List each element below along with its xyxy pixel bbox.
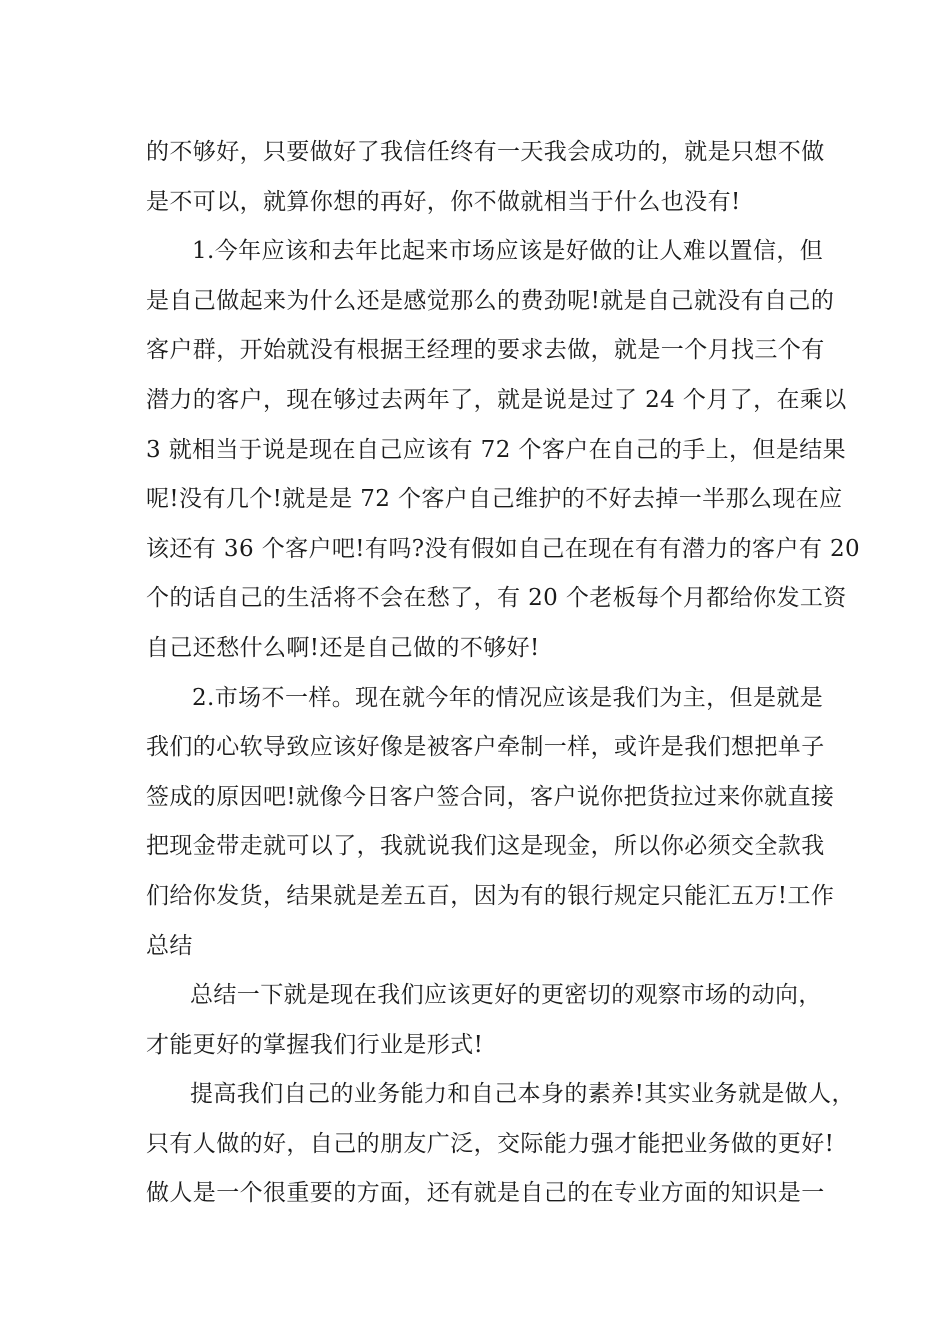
text-line: 只有人做的好，自己的朋友广泛，交际能力强才能把业务做的更好! — [146, 1130, 835, 1157]
text-line: 们给你发货，结果就是差五百，因为有的银行规定只能汇五万!工作 — [146, 882, 835, 909]
text-line: 提高我们自己的业务能力和自己本身的素养!其实业务就是做人， — [190, 1081, 855, 1108]
text-line: 客户群，开始就没有根据王经理的要求去做，就是一个月找三个有 — [146, 337, 825, 364]
text-line: 总结一下就是现在我们应该更好的更密切的观察市场的动向， — [190, 982, 822, 1009]
body-text — [146, 128, 861, 1219]
text-line: 自己还愁什么啊!还是自己做的不够好! — [146, 634, 540, 661]
text-line: 做人是一个很重要的方面，还有就是自己的在专业方面的知识是一 — [146, 1180, 825, 1207]
text-line: 该还有 36 个客户吧!有吗?没有假如自己在现在有有潜力的客户有 20 — [146, 535, 861, 562]
text-line: 总结 — [146, 932, 193, 959]
text-line: 是不可以，就算你想的再好，你不做就相当于什么也没有! — [146, 188, 741, 215]
text-line: 的不够好，只要做好了我信任终有一天我会成功的，就是只想不做 — [146, 139, 825, 165]
text-line: 呢!没有几个!就是是 72 个客户自己维护的不好去掉一半那么现在应 — [146, 486, 843, 513]
text-line: 我们的心软导致应该好像是被客户牵制一样，或许是我们想把单子 — [146, 734, 825, 761]
text-line: 1.今年应该和去年比起来市场应该是好做的让人难以置信，但 — [192, 238, 824, 265]
text-line: 签成的原因吧!就像今日客户签合同，客户说你把货拉过来你就直接 — [146, 783, 835, 810]
text-line: 把现金带走就可以了，我就说我们这是现金，所以你必须交全款我 — [146, 833, 825, 860]
text-line: 是自己做起来为什么还是感觉那么的费劲呢!就是自己就没有自己的 — [146, 287, 835, 314]
text-line: 才能更好的掌握我们行业是形式! — [146, 1031, 484, 1058]
text-line: 2.市场不一样。现在就今年的情况应该是我们为主，但是就是 — [192, 684, 824, 711]
text-line: 潜力的客户，现在够过去两年了，就是说是过了 24 个月了，在乘以 — [146, 386, 847, 413]
text-line: 个的话自己的生活将不会在愁了，有 20 个老板每个月都给你发工资 — [146, 585, 847, 612]
text-line: 3 就相当于说是现在自己应该有 72 个客户在自己的手上，但是结果 — [146, 436, 847, 463]
